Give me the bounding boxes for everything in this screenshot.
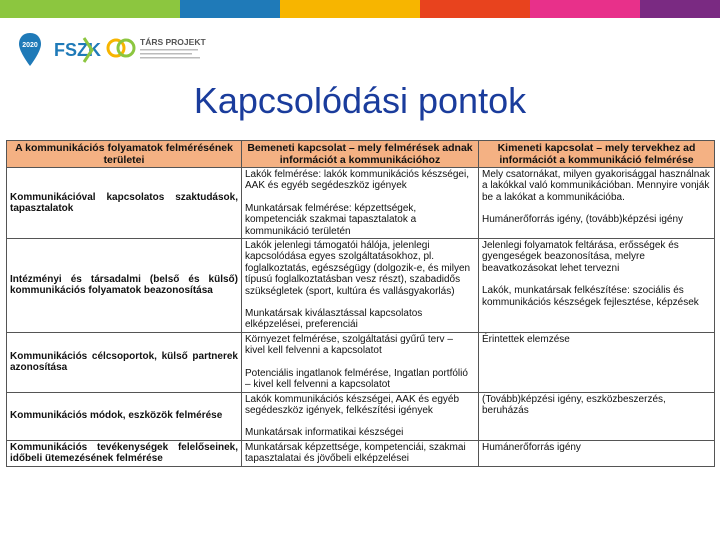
cell-paragraph: Környezet felmérése, szolgáltatási gyűrű terv – kivel kell felvenni a kapcsolatot (245, 333, 453, 357)
input-connection-cell (242, 332, 479, 392)
table-row (7, 332, 715, 392)
fszk-logo (54, 38, 101, 62)
header-input-connection: Bemeneti kapcsolat – mely felmérések adnak információt a kommunikációhoz (242, 141, 479, 168)
cell-paragraph: Munkatársak informatikai készségei (245, 427, 404, 439)
cell-paragraph: Lakók jelenlegi támogatói hálója, jelenlegi kapcsolódása egyes szolgáltatásokhoz, pl. foglalkoztatás, egészségügy (dolgozik-e, és milyen típusú foglalkoztatásban vesz részt), szabadidős szükségletek (sport, kultúra és vallásgyakorlás) (245, 240, 471, 297)
color-strip-segment (640, 0, 720, 18)
svg-text:FSZK: FSZK (54, 40, 101, 60)
input-connection-cell (242, 440, 479, 466)
output-connection-cell (479, 168, 715, 239)
table-header-row (7, 141, 715, 168)
partner-logos (18, 30, 248, 70)
input-connection-cell (242, 392, 479, 440)
cell-paragraph: Munkatársak kiválasztással kapcsolatos elképzelései, preferenciái (245, 308, 423, 331)
page-title: Kapcsolódási pontok (193, 80, 527, 121)
cell-paragraph: Jelenlegi folyamatok feltárása, erősségek és gyengeségek beazonosítása, melyre beavatkozásokat lehet tervezni (482, 240, 679, 274)
cell-paragraph: Munkatársak képzettsége, kompetenciái, szakmai tapasztalatai és jövőbeli elképzelései (245, 441, 466, 465)
input-connection-cell (242, 168, 479, 239)
cell-paragraph: (Tovább)képzési igény, eszközbeszerzés, beruházás (482, 393, 666, 416)
table-row (7, 392, 715, 440)
area-cell: Kommunikációs módok, eszközök felmérése (7, 392, 242, 440)
svg-text:TÁRS PROJEKT: TÁRS PROJEKT (140, 37, 206, 47)
table-row (7, 239, 715, 333)
color-strip-segment (280, 0, 420, 18)
cell-paragraph: Lakók kommunikációs készségei, AAK és egyéb segédeszköz igények, felkészítési igények (245, 393, 459, 416)
area-cell: Kommunikációval kapcsolatos szaktudások, tapasztalatok (7, 168, 242, 239)
table-row (7, 168, 715, 239)
color-strip-segment (420, 0, 530, 18)
cell-paragraph: Érintettek elemzése (482, 333, 570, 345)
cell-paragraph: Lakók, munkatársak felkészítése: szociális és kommunikációs készségek fejlesztése, képzések (482, 285, 699, 308)
header-color-strip (0, 0, 720, 18)
output-connection-cell (479, 440, 715, 466)
output-connection-cell (479, 239, 715, 333)
connection-points-table (6, 140, 714, 467)
cell-paragraph: Potenciális ingatlanok felmérése, Ingatlan portfólió – kivel kell felvenni a kapcsolatot (245, 367, 468, 391)
color-strip-segment (530, 0, 640, 18)
cell-paragraph: Lakók felmérése: lakók kommunikációs készségei, AAK és egyéb segédeszköz igények (245, 169, 469, 192)
table-row (7, 440, 715, 466)
header-output-connection: Kimeneti kapcsolat – mely tervekhez ad információt a kommunikáció felmérése (479, 141, 715, 168)
cell-paragraph: Humánerőforrás igény (482, 441, 581, 453)
header-areas: A kommunikációs folyamatok felmérésének területei (7, 141, 242, 168)
cell-paragraph: Humánerőforrás igény, (tovább)képzési igény (482, 214, 684, 226)
output-connection-cell (479, 392, 715, 440)
area-cell: Kommunikációs tevékenységek felelőseinek, időbeli ütemezésének felmérése (7, 440, 242, 466)
color-strip-segment (180, 0, 280, 18)
svg-text:2020: 2020 (22, 42, 38, 49)
output-connection-cell (479, 332, 715, 392)
tars-projekt-logo (108, 37, 206, 59)
color-strip-segment (0, 0, 180, 18)
eu-2020-logo (19, 33, 41, 66)
area-cell: Intézményi és társadalmi (belső és külső) kommunikációs folyamatok beazonosítása (7, 239, 242, 333)
cell-paragraph: Mely csatornákat, milyen gyakorisággal használnak a lakókkal való kommunikációban. Mennyire vonják be a lakókat a kommunikációba. (482, 169, 710, 203)
input-connection-cell (242, 239, 479, 333)
cell-paragraph: Munkatársak felmérése: képzettségek, kompetenciák szakmai tapasztalatok a kommunikáció területén (245, 202, 417, 237)
area-cell: Kommunikációs célcsoportok, külső partnerek azonosítása (7, 332, 242, 392)
